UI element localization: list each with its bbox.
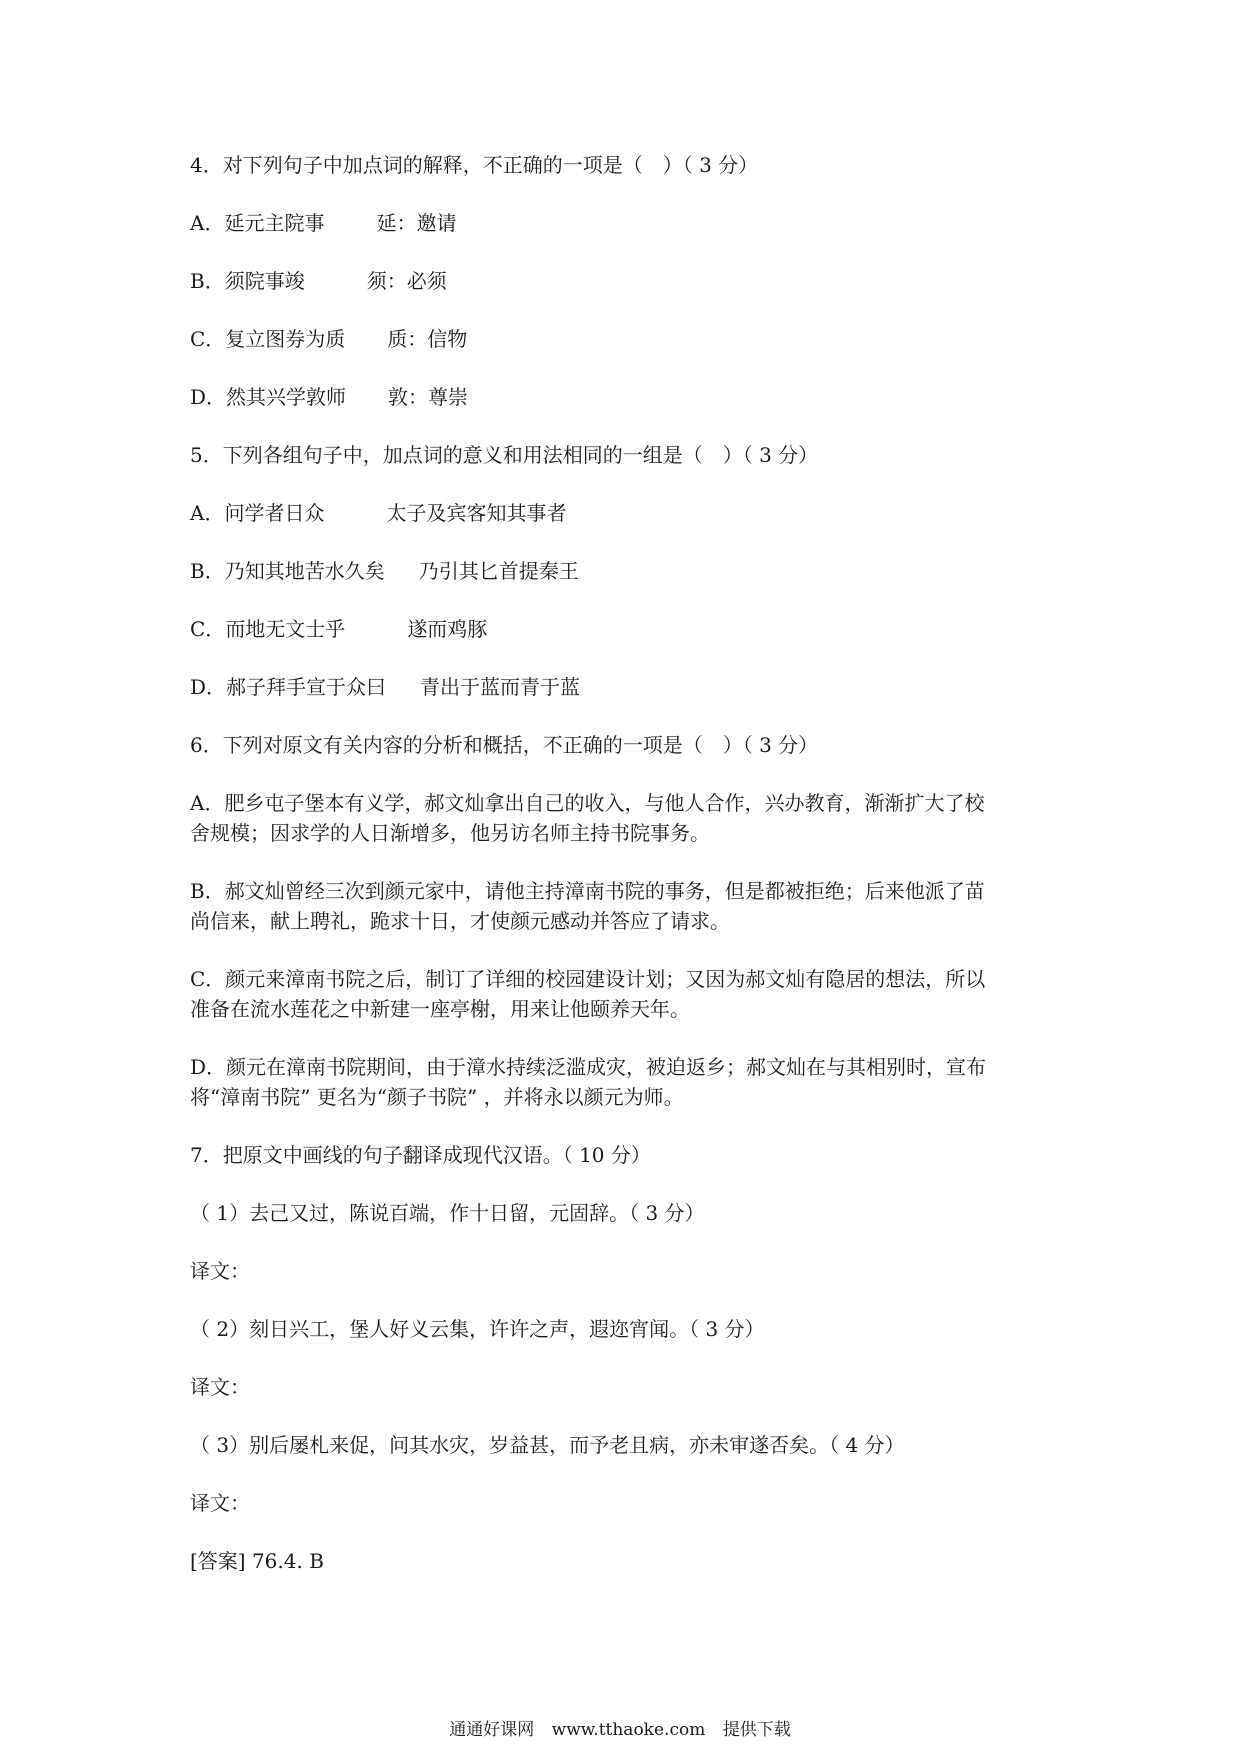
q5-option-b bbox=[190, 556, 579, 586]
q4-option-b bbox=[190, 266, 447, 296]
q5-option-right: 乃引其匕首提秦王 bbox=[418, 559, 579, 583]
q6-option-line: 准备在流水莲花之中新建一座亭榭，用来让他颐养天年。 bbox=[190, 997, 690, 1021]
footer-note: 提供下载 bbox=[722, 1720, 791, 1740]
q7-stem: 7．把原文中画线的句子翻译成现代汉语。（ 10 分） bbox=[190, 1143, 651, 1167]
q5-option-left: 郝子拜手宣于众曰 bbox=[226, 675, 387, 699]
q6-option-line: A．肥乡屯子堡本有义学，郝文灿拿出自己的收入，与他人合作，兴办教育，渐渐扩大了校 bbox=[190, 791, 985, 815]
q7-answer-label-2: 译文： bbox=[190, 1375, 250, 1399]
answer-key: [答案] 76.4. B bbox=[190, 1549, 324, 1573]
q4-option-phrase: 复立图券为质 bbox=[225, 327, 346, 351]
q4-option-label: B． bbox=[190, 269, 225, 293]
q4-stem: 4．对下列句子中加点词的解释，不正确的一项是（ ）（ 3 分） bbox=[190, 153, 759, 177]
q5-stem: 5．下列各组句子中，加点词的意义和用法相同的一组是（ ）（ 3 分） bbox=[190, 443, 819, 467]
q5-option-left: 乃知其地苦水久矣 bbox=[224, 559, 385, 583]
q5-option-a bbox=[190, 498, 566, 528]
q4-option-c bbox=[190, 324, 467, 354]
q5-option-label: C． bbox=[190, 617, 226, 641]
q6-option-b bbox=[190, 876, 1070, 936]
q5-option-right: 太子及宾客知其事者 bbox=[386, 501, 567, 525]
q5-option-label: B． bbox=[190, 559, 225, 583]
footer-url[interactable]: www.tthaoke.com bbox=[551, 1720, 706, 1740]
q5-option-label: A． bbox=[190, 501, 225, 525]
q7-answer-label-3: 译文： bbox=[190, 1491, 250, 1515]
q5-option-c bbox=[190, 614, 487, 644]
q4-option-phrase: 然其兴学敦师 bbox=[226, 385, 347, 409]
q6-stem: 6．下列对原文有关内容的分析和概括，不正确的一项是（ ）（ 3 分） bbox=[190, 733, 819, 757]
q7-item-3: （ 3）别后屡札来促，问其水灾，岁益甚，而予老且病，亦未审遂否矣。（ 4 分） bbox=[190, 1433, 905, 1457]
q4-option-gloss: 延：邀请 bbox=[376, 211, 457, 235]
q7-item-1: （ 1）去己又过，陈说百端，作十日留，元固辞。（ 3 分） bbox=[190, 1201, 705, 1225]
q6-option-line: C．颜元来漳南书院之后，制订了详细的校园建设计划；又因为郝文灿有隐居的想法，所以 bbox=[190, 967, 986, 991]
q5-option-left: 而地无文士乎 bbox=[225, 617, 346, 641]
q5-option-right: 遂而鸡豚 bbox=[407, 617, 488, 641]
q6-option-line: 将“漳南书院” 更名为“颜子书院” ，并将永以颜元为师。 bbox=[190, 1085, 684, 1109]
q4-option-label: A． bbox=[190, 211, 225, 235]
q6-option-a bbox=[190, 788, 1070, 848]
q4-option-label: D． bbox=[190, 385, 227, 409]
q4-option-gloss: 敦：尊崇 bbox=[388, 385, 469, 409]
q6-option-line: 尚信来，献上聘礼，跪求十日，才使颜元感动并答应了请求。 bbox=[190, 909, 730, 933]
footer-site-name: 通通好课网 bbox=[449, 1720, 535, 1740]
q6-option-c bbox=[190, 964, 1070, 1024]
q4-option-gloss: 质：信物 bbox=[387, 327, 468, 351]
q7-answer-label-1: 译文： bbox=[190, 1259, 250, 1283]
q6-option-d bbox=[190, 1052, 1070, 1112]
q4-option-phrase: 延元主院事 bbox=[224, 211, 325, 235]
q4-option-label: C． bbox=[190, 327, 226, 351]
q6-option-line: B．郝文灿曾经三次到颜元家中，请他主持漳南书院的事务，但是都被拒绝；后来他派了苗 bbox=[190, 879, 985, 903]
q7-item-2: （ 2）刻日兴工，堡人好义云集，许许之声，遐迩宵闻。（ 3 分） bbox=[190, 1317, 765, 1341]
page-footer bbox=[0, 1715, 1240, 1740]
q4-option-gloss: 须：必须 bbox=[366, 269, 447, 293]
q5-option-d bbox=[190, 672, 580, 702]
q5-option-label: D． bbox=[190, 675, 227, 699]
q4-option-phrase: 须院事竣 bbox=[224, 269, 305, 293]
q6-option-line: D．颜元在漳南书院期间，由于漳水持续泛滥成灾，被迫返乡；郝文灿在与其相别时，宣布 bbox=[190, 1055, 987, 1079]
q5-option-right: 青出于蓝而青于蓝 bbox=[420, 675, 581, 699]
q4-option-d bbox=[190, 382, 468, 412]
q4-option-a bbox=[190, 208, 456, 238]
q5-option-left: 问学者日众 bbox=[224, 501, 325, 525]
q6-option-line: 舍规模；因求学的人日渐增多，他另访名师主持书院事务。 bbox=[190, 821, 710, 845]
